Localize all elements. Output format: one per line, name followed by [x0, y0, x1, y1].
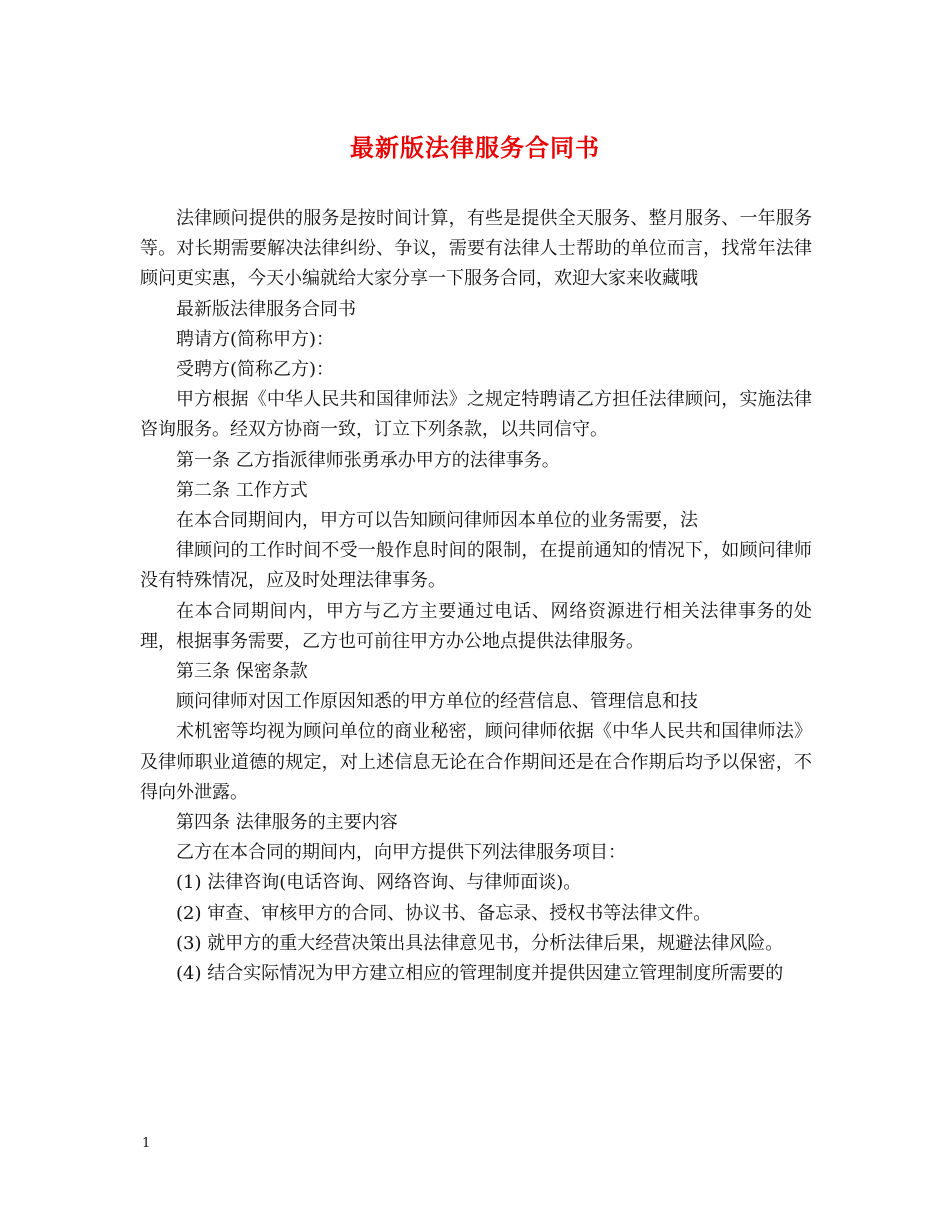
document-title: 最新版法律服务合同书	[350, 133, 600, 162]
list-item-service-1: (1) 法律咨询(电话咨询、网络咨询、与律师面谈)。	[176, 872, 582, 894]
paragraph-intro: 法律顾问提供的服务是按时间计算，有些是提供全天服务、整月服务、一年服务等。对长期需要解决法律纠纷、争议，需要有法律人士帮助的单位而言，找常年法律顾问更实惠，今天小编就给大家分享一下服务合同，欢迎大家来收藏哦	[140, 208, 812, 290]
paragraph-article-4-heading: 第四条 法律服务的主要内容	[176, 812, 398, 834]
paragraph-article-1: 第一条 乙方指派律师张勇承办甲方的法律事务。	[176, 449, 560, 471]
list-item-service-4: (4) 结合实际情况为甲方建立相应的管理制度并提供因建立管理制度所需要的	[176, 963, 784, 985]
paragraph-article-2-line-2: 律顾问的工作时间不受一般作息时间的限制，在提前通知的情况下，如顾问律师没有特殊情况，应及时处理法律事务。	[140, 540, 812, 592]
list-item-service-2: (2) 审查、审核甲方的合同、协议书、备忘录、授权书等法律文件。	[176, 902, 712, 924]
paragraph-article-3-line-2: 术机密等均视为顾问单位的商业秘密，顾问律师依据《中华人民共和国律师法》及律师职业道德的规定，对上述信息无论在合作期间还是在合作期后均予以保密，不得向外泄露。	[140, 721, 812, 803]
paragraph-contract-title: 最新版法律服务合同书	[176, 298, 356, 320]
page-number: 1	[142, 1136, 151, 1151]
paragraph-article-2-heading: 第二条 工作方式	[176, 479, 308, 501]
paragraph-article-2-line-1: 在本合同期间内，甲方可以告知顾问律师因本单位的业务需要，法	[176, 510, 698, 532]
document-body	[140, 204, 812, 989]
paragraph-article-3-line-1: 顾问律师对因工作原因知悉的甲方单位的经营信息、管理信息和技	[176, 691, 698, 713]
paragraph-preamble: 甲方根据《中华人民共和国律师法》之规定特聘请乙方担任法律顾问，实施法律咨询服务。经双方协商一致，订立下列条款，以共同信守。	[140, 389, 812, 441]
paragraph-party-b: 受聘方(简称乙方)：	[176, 359, 335, 381]
paragraph-party-a: 聘请方(简称甲方)：	[176, 328, 335, 350]
paragraph-article-4-intro: 乙方在本合同的期间内，向甲方提供下列法律服务项目：	[176, 842, 626, 864]
paragraph-article-3-heading: 第三条 保密条款	[176, 661, 308, 683]
list-item-service-3: (3) 就甲方的重大经营决策出具法律意见书，分析法律后果，规避法律风险。	[176, 932, 784, 954]
paragraph-article-2-line-3: 在本合同期间内，甲方与乙方主要通过电话、网络资源进行相关法律事务的处理，根据事务需要，乙方也可前往甲方办公地点提供法律服务。	[140, 600, 812, 652]
